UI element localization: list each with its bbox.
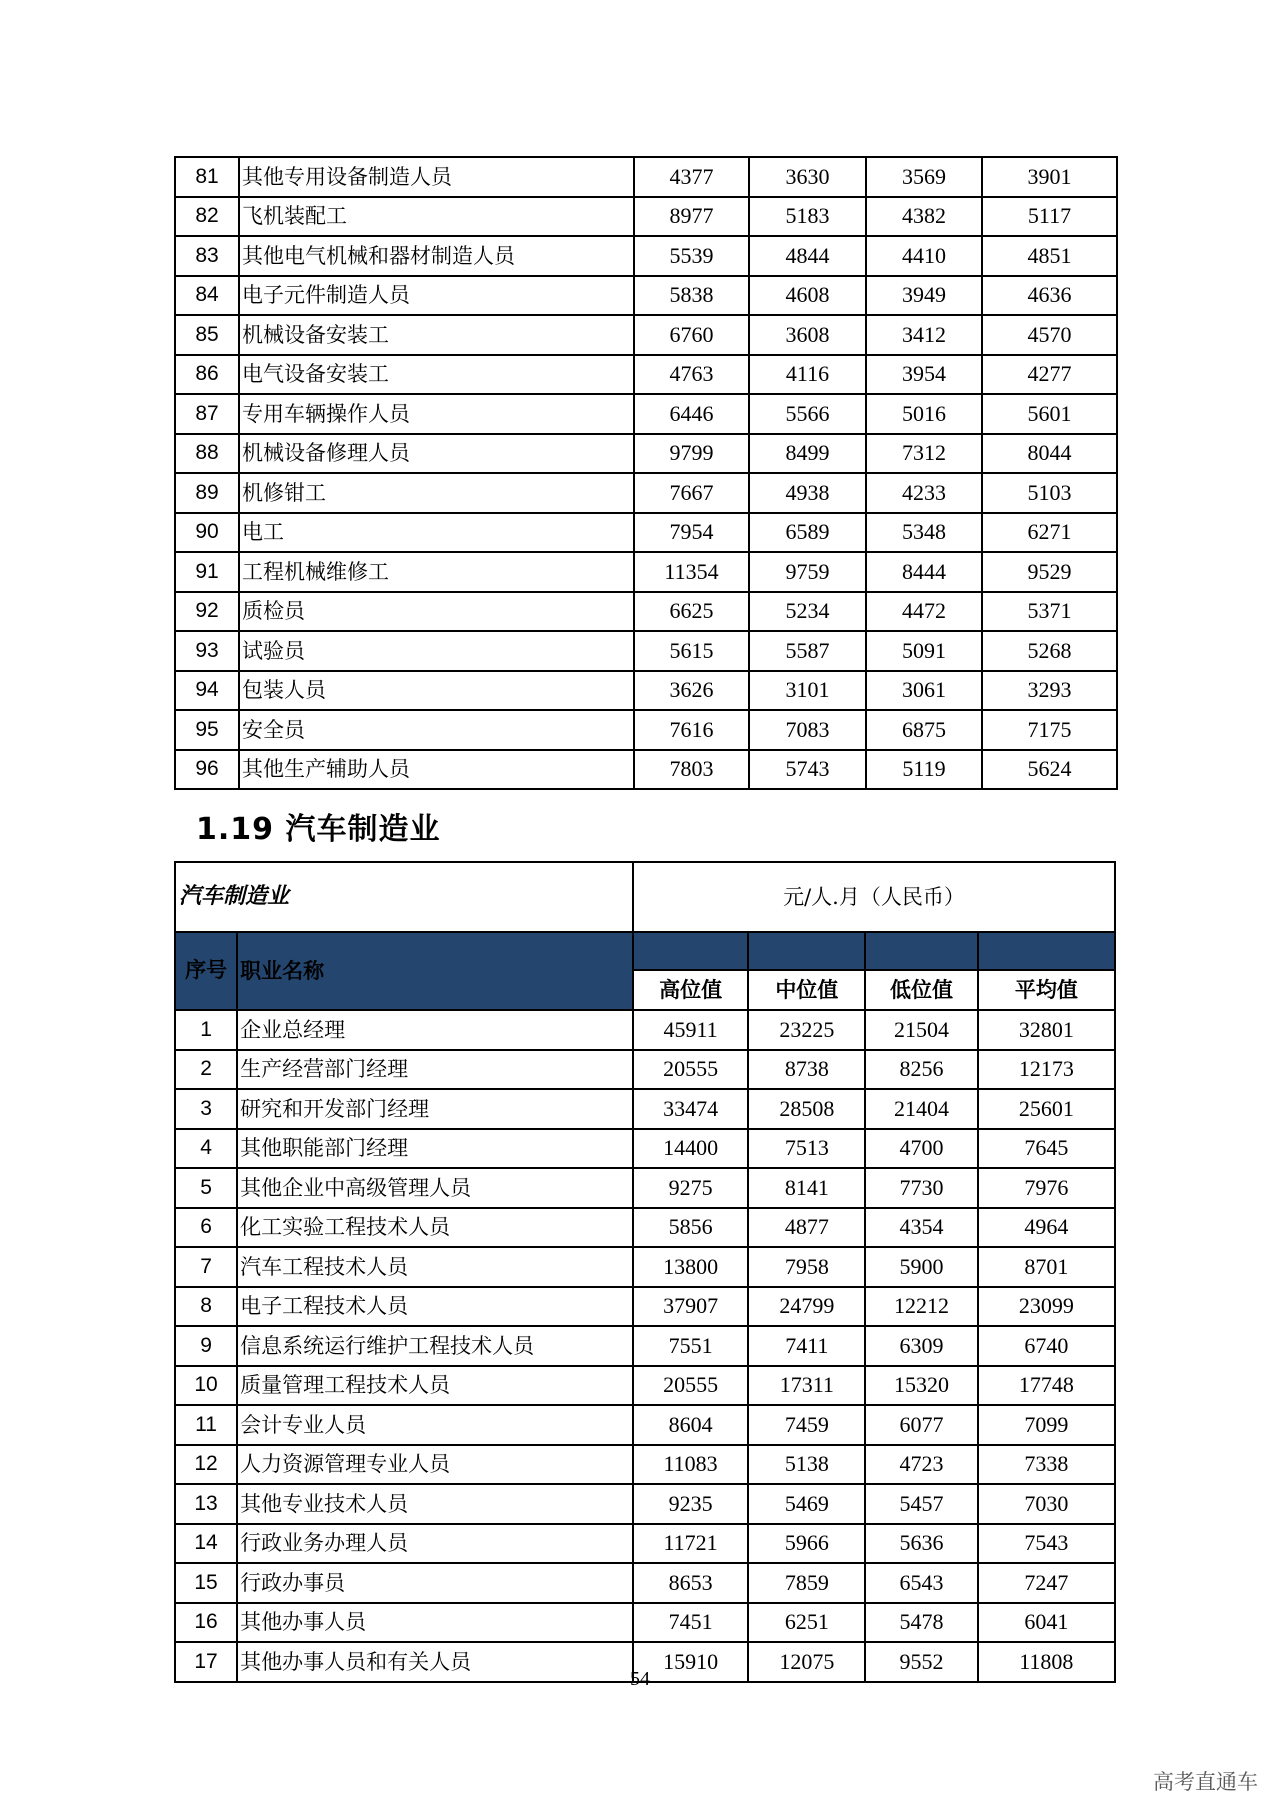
- cell-seq: 6: [175, 1208, 237, 1248]
- cell-seq: 9: [175, 1326, 237, 1366]
- cell-occupation: 其他专业技术人员: [237, 1484, 633, 1524]
- header-seq: 序号: [175, 932, 237, 1010]
- watermark: 高考直通车: [1153, 1770, 1258, 1794]
- cell-high: 4763: [634, 355, 749, 395]
- cell-occupation: 汽车工程技术人员: [237, 1247, 633, 1287]
- cell-avg: 12173: [978, 1050, 1115, 1090]
- cell-occupation: 会计专业人员: [237, 1405, 633, 1445]
- cell-median: 5743: [749, 750, 866, 790]
- table-row: [175, 1010, 1115, 1050]
- table-row: [175, 631, 1117, 671]
- salary-table-continued-body: [175, 157, 1117, 789]
- cell-seq: 4: [175, 1129, 237, 1169]
- cell-high: 5615: [634, 631, 749, 671]
- cell-high: 8604: [633, 1405, 748, 1445]
- cell-avg: 4570: [982, 315, 1117, 355]
- table-row: [175, 1484, 1115, 1524]
- cell-occupation: 行政业务办理人员: [237, 1524, 633, 1564]
- table-row: [175, 1445, 1115, 1485]
- cell-low: 3412: [866, 315, 982, 355]
- header-name: 职业名称: [237, 932, 633, 1010]
- cell-median: 5469: [748, 1484, 865, 1524]
- cell-occupation: 其他专用设备制造人员: [239, 157, 634, 197]
- cell-avg: 5624: [982, 750, 1117, 790]
- cell-occupation: 安全员: [239, 710, 634, 750]
- cell-high: 7667: [634, 473, 749, 513]
- cell-avg: 25601: [978, 1089, 1115, 1129]
- cell-seq: 92: [175, 592, 239, 632]
- cell-low: 4382: [866, 197, 982, 237]
- cell-occupation: 电子元件制造人员: [239, 276, 634, 316]
- cell-median: 8499: [749, 434, 866, 474]
- cell-low: 5091: [866, 631, 982, 671]
- cell-median: 6589: [749, 513, 866, 553]
- table-row: [175, 1247, 1115, 1287]
- table-row: [175, 434, 1117, 474]
- section-title: 1.19 汽车制造业: [196, 812, 441, 847]
- cell-occupation: 机械设备安装工: [239, 315, 634, 355]
- table-row: [175, 552, 1117, 592]
- table-row: [175, 355, 1117, 395]
- table-row: [175, 473, 1117, 513]
- table-row: [175, 236, 1117, 276]
- cell-low: 5900: [865, 1247, 977, 1287]
- cell-low: 6309: [865, 1326, 977, 1366]
- cell-seq: 86: [175, 355, 239, 395]
- cell-occupation: 质检员: [239, 592, 634, 632]
- cell-median: 6251: [748, 1603, 865, 1643]
- table-row: [175, 1563, 1115, 1603]
- cell-median: 5566: [749, 394, 866, 434]
- cell-high: 8653: [633, 1563, 748, 1603]
- cell-occupation: 包装人员: [239, 671, 634, 711]
- cell-seq: 91: [175, 552, 239, 592]
- cell-avg: 3901: [982, 157, 1117, 197]
- cell-avg: 8044: [982, 434, 1117, 474]
- table-row: [175, 1524, 1115, 1564]
- cell-high: 6625: [634, 592, 749, 632]
- table-row: [175, 513, 1117, 553]
- cell-avg: 7543: [978, 1524, 1115, 1564]
- cell-median: 23225: [748, 1010, 865, 1050]
- cell-avg: 7976: [978, 1168, 1115, 1208]
- cell-avg: 7645: [978, 1129, 1115, 1169]
- cell-high: 7954: [634, 513, 749, 553]
- cell-seq: 15: [175, 1563, 237, 1603]
- cell-seq: 94: [175, 671, 239, 711]
- cell-low: 5016: [866, 394, 982, 434]
- cell-median: 5183: [749, 197, 866, 237]
- cell-avg: 32801: [978, 1010, 1115, 1050]
- cell-seq: 5: [175, 1168, 237, 1208]
- auto-manufacturing-salary-table-body: [175, 1010, 1115, 1682]
- cell-seq: 95: [175, 710, 239, 750]
- cell-occupation: 机械设备修理人员: [239, 434, 634, 474]
- cell-avg: 7030: [978, 1484, 1115, 1524]
- table-row: [175, 1089, 1115, 1129]
- cell-median: 24799: [748, 1287, 865, 1327]
- cell-high: 37907: [633, 1287, 748, 1327]
- cell-occupation: 电气设备安装工: [239, 355, 634, 395]
- cell-occupation: 试验员: [239, 631, 634, 671]
- cell-median: 4938: [749, 473, 866, 513]
- table-header: [175, 862, 1115, 1010]
- cell-median: 7859: [748, 1563, 865, 1603]
- cell-low: 5478: [865, 1603, 977, 1643]
- cell-median: 4116: [749, 355, 866, 395]
- cell-high: 33474: [633, 1089, 748, 1129]
- cell-seq: 14: [175, 1524, 237, 1564]
- cell-low: 4410: [866, 236, 982, 276]
- cell-median: 3101: [749, 671, 866, 711]
- cell-occupation: 质量管理工程技术人员: [237, 1366, 633, 1406]
- table-row: [175, 671, 1117, 711]
- cell-low: 5636: [865, 1524, 977, 1564]
- table-row: [175, 1287, 1115, 1327]
- cell-low: 8256: [865, 1050, 977, 1090]
- cell-seq: 83: [175, 236, 239, 276]
- header-strip: [978, 932, 1115, 970]
- cell-median: 8141: [748, 1168, 865, 1208]
- cell-high: 15910: [633, 1642, 748, 1682]
- cell-avg: 4277: [982, 355, 1117, 395]
- cell-avg: 6041: [978, 1603, 1115, 1643]
- cell-high: 7551: [633, 1326, 748, 1366]
- cell-median: 7411: [748, 1326, 865, 1366]
- cell-avg: 6271: [982, 513, 1117, 553]
- cell-avg: 5117: [982, 197, 1117, 237]
- cell-low: 5348: [866, 513, 982, 553]
- category-row: [175, 862, 1115, 932]
- cell-median: 4877: [748, 1208, 865, 1248]
- cell-avg: 4636: [982, 276, 1117, 316]
- cell-avg: 7175: [982, 710, 1117, 750]
- table-row: [175, 157, 1117, 197]
- cell-seq: 10: [175, 1366, 237, 1406]
- cell-occupation: 电工: [239, 513, 634, 553]
- cell-seq: 1: [175, 1010, 237, 1050]
- cell-median: 7459: [748, 1405, 865, 1445]
- cell-high: 11354: [634, 552, 749, 592]
- table-row: [175, 1050, 1115, 1090]
- cell-median: 8738: [748, 1050, 865, 1090]
- cell-avg: 5103: [982, 473, 1117, 513]
- cell-high: 6760: [634, 315, 749, 355]
- cell-low: 21504: [865, 1010, 977, 1050]
- header-median: 中位值: [748, 970, 865, 1010]
- header-strip: [633, 932, 748, 970]
- cell-low: 8444: [866, 552, 982, 592]
- table-row: [175, 276, 1117, 316]
- cell-high: 4377: [634, 157, 749, 197]
- cell-seq: 96: [175, 750, 239, 790]
- cell-high: 3626: [634, 671, 749, 711]
- cell-low: 21404: [865, 1089, 977, 1129]
- cell-low: 4700: [865, 1129, 977, 1169]
- cell-occupation: 机修钳工: [239, 473, 634, 513]
- cell-occupation: 其他办事人员: [237, 1603, 633, 1643]
- cell-occupation: 其他职能部门经理: [237, 1129, 633, 1169]
- cell-high: 9799: [634, 434, 749, 474]
- cell-avg: 5268: [982, 631, 1117, 671]
- cell-seq: 8: [175, 1287, 237, 1327]
- cell-low: 5457: [865, 1484, 977, 1524]
- cell-median: 4608: [749, 276, 866, 316]
- cell-high: 7616: [634, 710, 749, 750]
- table-row: [175, 710, 1117, 750]
- cell-occupation: 工程机械维修工: [239, 552, 634, 592]
- cell-median: 9759: [749, 552, 866, 592]
- cell-low: 12212: [865, 1287, 977, 1327]
- table-row: [175, 1208, 1115, 1248]
- cell-occupation: 电子工程技术人员: [237, 1287, 633, 1327]
- cell-median: 28508: [748, 1089, 865, 1129]
- cell-occupation: 信息系统运行维护工程技术人员: [237, 1326, 633, 1366]
- cell-seq: 85: [175, 315, 239, 355]
- header-strip: [748, 932, 865, 970]
- cell-seq: 82: [175, 197, 239, 237]
- cell-high: 7803: [634, 750, 749, 790]
- cell-low: 4723: [865, 1445, 977, 1485]
- cell-low: 7312: [866, 434, 982, 474]
- cell-high: 7451: [633, 1603, 748, 1643]
- cell-median: 5966: [748, 1524, 865, 1564]
- unit-label: 元/人.月（人民币）: [633, 862, 1115, 932]
- cell-occupation: 专用车辆操作人员: [239, 394, 634, 434]
- cell-low: 3061: [866, 671, 982, 711]
- cell-occupation: 其他办事人员和有关人员: [237, 1642, 633, 1682]
- cell-low: 5119: [866, 750, 982, 790]
- header-low: 低位值: [865, 970, 977, 1010]
- cell-avg: 6740: [978, 1326, 1115, 1366]
- cell-avg: 4851: [982, 236, 1117, 276]
- cell-median: 7083: [749, 710, 866, 750]
- cell-avg: 5601: [982, 394, 1117, 434]
- salary-table-continued: [174, 156, 1118, 790]
- cell-avg: 3293: [982, 671, 1117, 711]
- table-row: [175, 394, 1117, 434]
- cell-seq: 90: [175, 513, 239, 553]
- cell-median: 12075: [748, 1642, 865, 1682]
- cell-seq: 81: [175, 157, 239, 197]
- cell-high: 9235: [633, 1484, 748, 1524]
- table-row: [175, 1129, 1115, 1169]
- table-row: [175, 315, 1117, 355]
- cell-occupation: 行政办事员: [237, 1563, 633, 1603]
- cell-seq: 12: [175, 1445, 237, 1485]
- cell-low: 4354: [865, 1208, 977, 1248]
- cell-occupation: 飞机装配工: [239, 197, 634, 237]
- cell-avg: 9529: [982, 552, 1117, 592]
- cell-occupation: 人力资源管理专业人员: [237, 1445, 633, 1485]
- cell-seq: 93: [175, 631, 239, 671]
- cell-high: 11721: [633, 1524, 748, 1564]
- cell-occupation: 其他生产辅助人员: [239, 750, 634, 790]
- table-row: [175, 197, 1117, 237]
- cell-median: 3608: [749, 315, 866, 355]
- cell-median: 5138: [748, 1445, 865, 1485]
- cell-low: 3569: [866, 157, 982, 197]
- cell-high: 5838: [634, 276, 749, 316]
- category-label: 汽车制造业: [175, 862, 633, 932]
- table-row: [175, 1366, 1115, 1406]
- cell-seq: 3: [175, 1089, 237, 1129]
- cell-high: 45911: [633, 1010, 748, 1050]
- cell-avg: 7247: [978, 1563, 1115, 1603]
- cell-seq: 89: [175, 473, 239, 513]
- table-row: [175, 1326, 1115, 1366]
- auto-manufacturing-salary-table: [174, 861, 1116, 1683]
- cell-avg: 7099: [978, 1405, 1115, 1445]
- table-row: [175, 1168, 1115, 1208]
- cell-avg: 11808: [978, 1642, 1115, 1682]
- cell-high: 13800: [633, 1247, 748, 1287]
- cell-high: 6446: [634, 394, 749, 434]
- table-row: [175, 592, 1117, 632]
- cell-median: 7958: [748, 1247, 865, 1287]
- cell-seq: 88: [175, 434, 239, 474]
- cell-low: 3954: [866, 355, 982, 395]
- cell-median: 17311: [748, 1366, 865, 1406]
- cell-low: 6077: [865, 1405, 977, 1445]
- cell-avg: 8701: [978, 1247, 1115, 1287]
- cell-high: 14400: [633, 1129, 748, 1169]
- cell-median: 3630: [749, 157, 866, 197]
- cell-occupation: 企业总经理: [237, 1010, 633, 1050]
- cell-occupation: 生产经营部门经理: [237, 1050, 633, 1090]
- cell-low: 7730: [865, 1168, 977, 1208]
- table-row: [175, 1603, 1115, 1643]
- table-row: [175, 1405, 1115, 1445]
- cell-avg: 5371: [982, 592, 1117, 632]
- cell-low: 6543: [865, 1563, 977, 1603]
- cell-occupation: 其他电气机械和器材制造人员: [239, 236, 634, 276]
- cell-avg: 4964: [978, 1208, 1115, 1248]
- cell-seq: 87: [175, 394, 239, 434]
- cell-median: 5587: [749, 631, 866, 671]
- header-row-top: [175, 932, 1115, 970]
- cell-high: 11083: [633, 1445, 748, 1485]
- cell-high: 20555: [633, 1050, 748, 1090]
- cell-avg: 23099: [978, 1287, 1115, 1327]
- cell-avg: 17748: [978, 1366, 1115, 1406]
- cell-low: 6875: [866, 710, 982, 750]
- cell-seq: 16: [175, 1603, 237, 1643]
- cell-seq: 11: [175, 1405, 237, 1445]
- cell-low: 4233: [866, 473, 982, 513]
- cell-seq: 84: [175, 276, 239, 316]
- cell-high: 20555: [633, 1366, 748, 1406]
- cell-low: 9552: [865, 1642, 977, 1682]
- header-strip: [865, 932, 977, 970]
- header-avg: 平均值: [978, 970, 1115, 1010]
- cell-median: 4844: [749, 236, 866, 276]
- header-high: 高位值: [633, 970, 748, 1010]
- cell-low: 4472: [866, 592, 982, 632]
- cell-high: 5856: [633, 1208, 748, 1248]
- cell-seq: 13: [175, 1484, 237, 1524]
- table-row: [175, 750, 1117, 790]
- cell-occupation: 化工实验工程技术人员: [237, 1208, 633, 1248]
- cell-median: 7513: [748, 1129, 865, 1169]
- cell-high: 9275: [633, 1168, 748, 1208]
- cell-high: 8977: [634, 197, 749, 237]
- cell-seq: 17: [175, 1642, 237, 1682]
- cell-low: 15320: [865, 1366, 977, 1406]
- page-number: 54: [630, 1668, 650, 1690]
- cell-high: 5539: [634, 236, 749, 276]
- cell-seq: 2: [175, 1050, 237, 1090]
- cell-occupation: 研究和开发部门经理: [237, 1089, 633, 1129]
- cell-occupation: 其他企业中高级管理人员: [237, 1168, 633, 1208]
- cell-median: 5234: [749, 592, 866, 632]
- cell-seq: 7: [175, 1247, 237, 1287]
- cell-avg: 7338: [978, 1445, 1115, 1485]
- cell-low: 3949: [866, 276, 982, 316]
